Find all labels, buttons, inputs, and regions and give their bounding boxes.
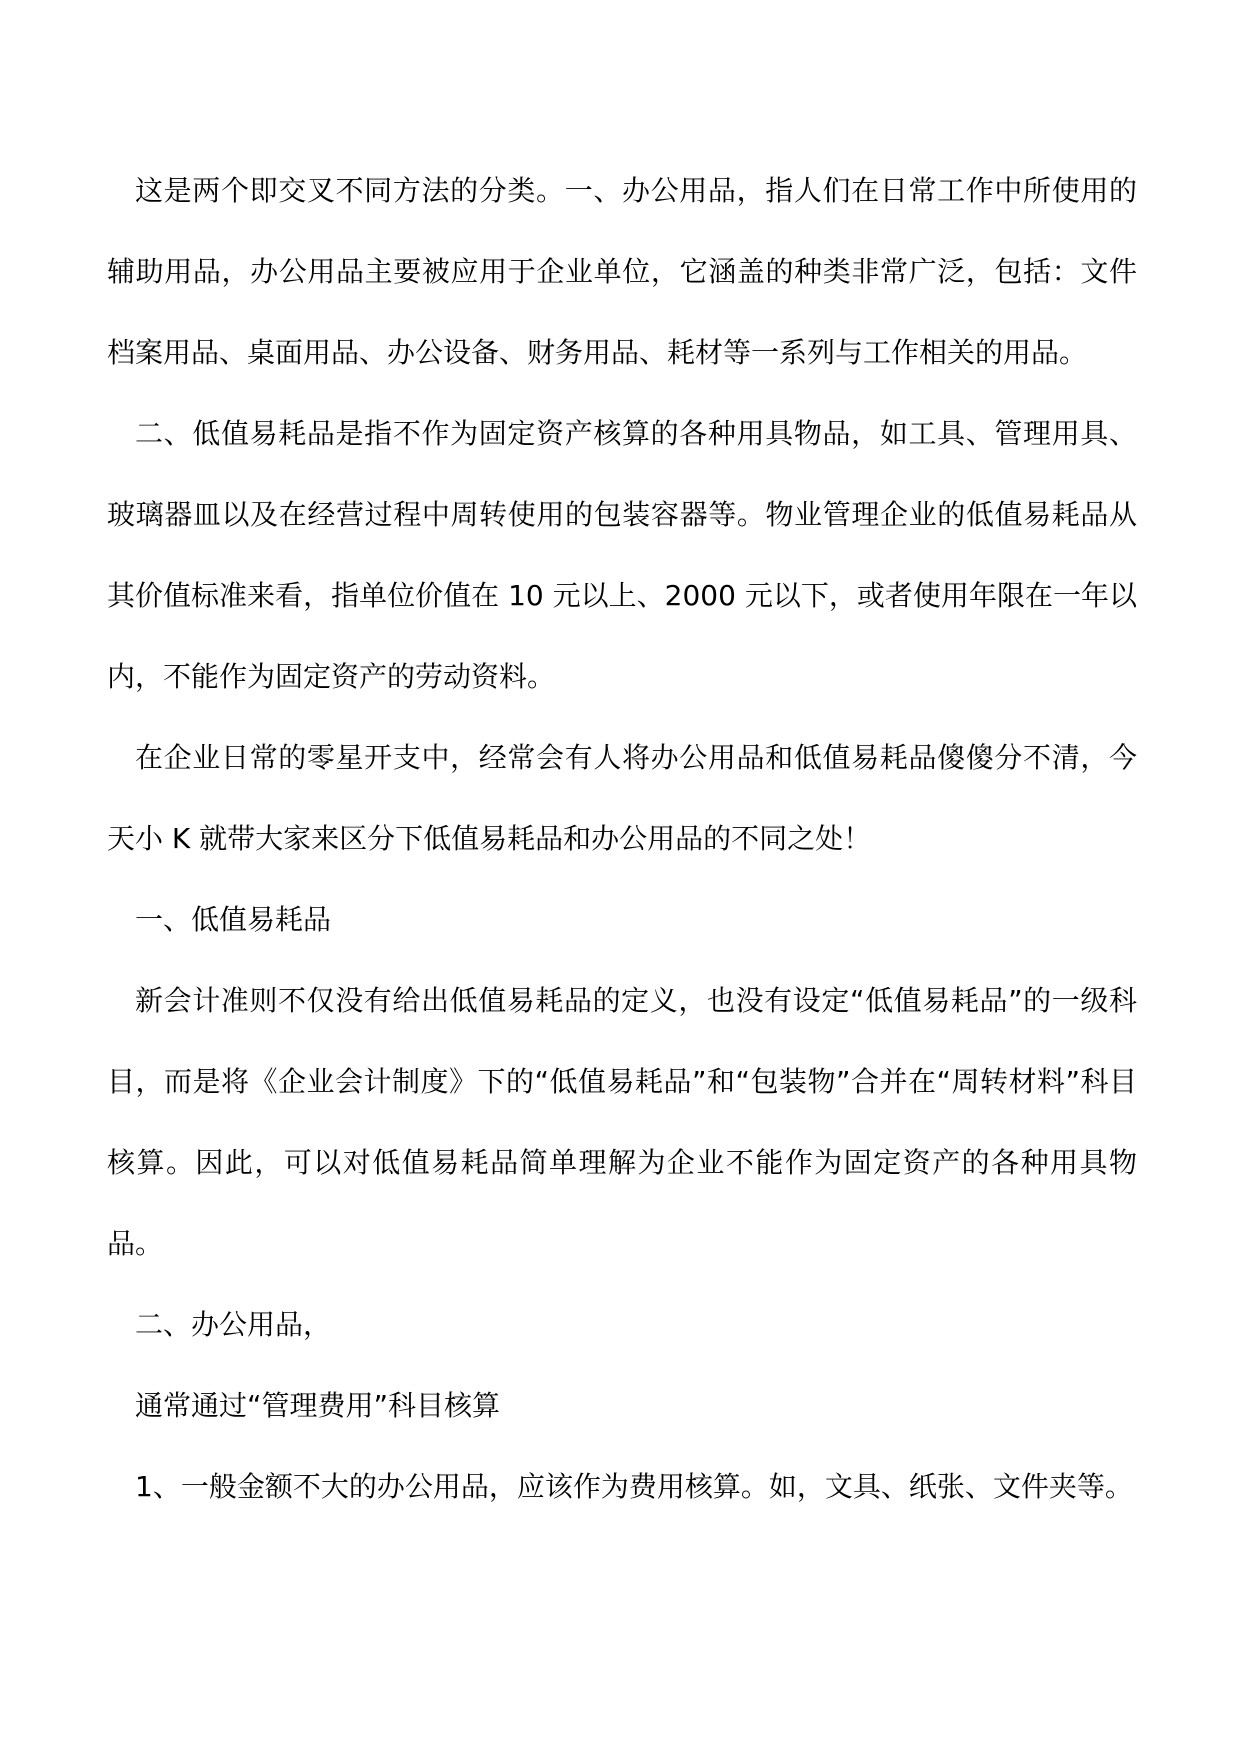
- section-heading-low-value-consumables: 一、低值易耗品: [135, 903, 332, 936]
- document-body: [107, 150, 1137, 1527]
- section-heading-office-supplies: 二、办公用品，: [135, 1308, 332, 1341]
- paragraph-introduction: 在企业日常的零星开支中，经常会有人将办公用品和低值易耗品傻傻分不清，今天小 K 就带大家来区分下低值易耗品和办公用品的不同之处！: [107, 741, 1137, 855]
- paragraph-small-amount-items: 1、一般金额不大的办公用品，应该作为费用核算。如，文具、纸张、文件夹等。: [135, 1470, 1133, 1503]
- paragraph-accounting-standard: 新会计准则不仅没有给出低值易耗品的定义，也没有设定“低值易耗品”的一级科目，而是将《企业会计制度》下的“低值易耗品”和“包装物”合并在“周转材料”科目核算。因此，可以对低值易耗品简单理解为企业不能作为固定资产的各种用具物品。: [107, 984, 1137, 1260]
- paragraph-office-supplies-definition: 这是两个即交叉不同方法的分类。一、办公用品，指人们在日常工作中所使用的辅助用品，办公用品主要被应用于企业单位，它涵盖的种类非常广泛，包括：文件档案用品、桌面用品、办公设备、财务用品、耗材等一系列与工作相关的用品。: [107, 174, 1137, 369]
- paragraph-management-expense-account: 通常通过“管理费用”科目核算: [135, 1389, 501, 1422]
- paragraph-low-value-consumables-definition: 二、低值易耗品是指不作为固定资产核算的各种用具物品，如工具、管理用具、玻璃器皿以及在经营过程中周转使用的包装容器等。物业管理企业的低值易耗品从其价值标准来看，指单位价值在 10 元以上、2000 元以下，或者使用年限在一年以内，不能作为固定资产的劳动资料。: [107, 417, 1137, 693]
